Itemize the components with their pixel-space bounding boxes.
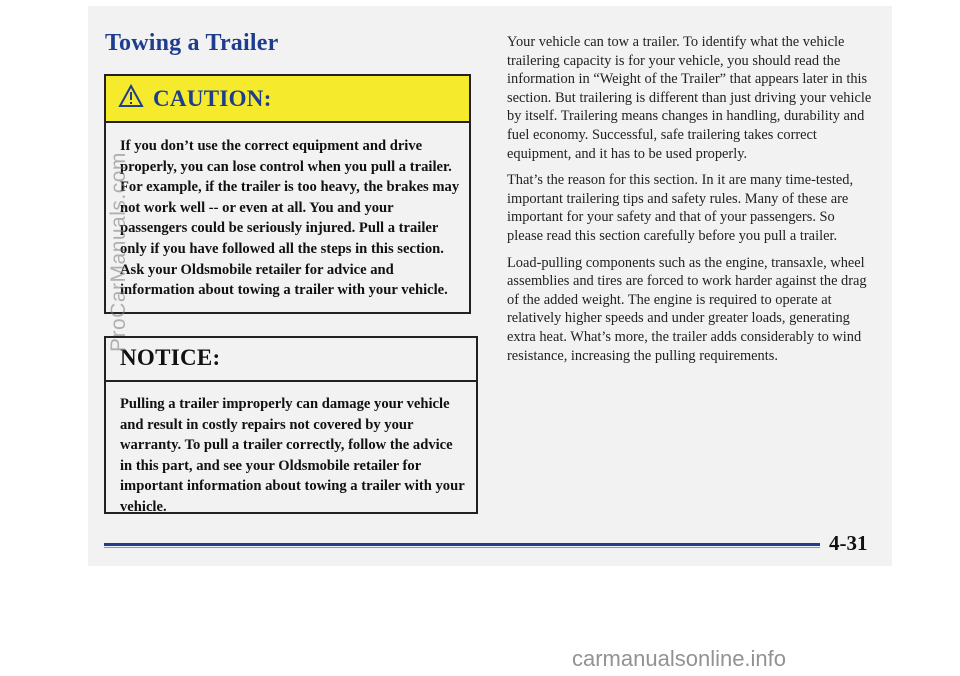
paragraph: Your vehicle can tow a trailer. To identify what the vehicle trailering capacity is for your vehicle, you should read the information in “Weight of the Trailer” that appears later in this section. But trailering is different than just driving your vehicle by itself. Trailering means changes in handling, durability and fuel economy. Successful, safe trailering takes correct equipment, and it has to be used properly. (507, 34, 872, 162)
paragraph: That’s the reason for this section. In it are many time-tested, important trailering tips and safety rules. Many of these are important for your safety and that of your passengers. So please read this section carefully before you pull a trailer. (507, 172, 854, 244)
page-number: 4-31 (829, 531, 868, 555)
caution-box (104, 74, 471, 314)
page-title: Towing a Trailer (105, 30, 279, 56)
footer-rule-thin (104, 547, 820, 548)
footer-rule (104, 543, 820, 546)
watermark-vertical: ProCarManuals.com (107, 152, 130, 352)
paragraph: Load-pulling components such as the engine, transaxle, wheel assemblies and tires are forced to work harder against the drag of the added weight. The engine is required to operate at relatively higher speeds and under greater loads, generating extra heat. What’s more, the trailer adds considerably to wind resistance, increasing the pulling requirements. (507, 254, 867, 364)
caution-header (106, 76, 469, 123)
caution-text: If you don’t use the correct equipment and drive properly, you can lose control when you pull a trailer. For example, if the trailer is too heavy, the brakes may not work well -- or even at all. You and your passengers could be seriously injured. Pull a trailer only if you have followed all the steps in this section. Ask your Oldsmobile retailer for advice and information about towing a trailer with your vehicle. (120, 138, 460, 299)
notice-title: NOTICE: (120, 345, 221, 370)
notice-text: Pulling a trailer improperly can damage your vehicle and result in costly repairs not covered by your warranty. To pull a trailer correctly, follow the advice in this part, and see your Oldsmobile retailer for important information about towing a trailer with your vehicle. (120, 396, 465, 515)
body-text-column (507, 33, 873, 373)
warning-triangle-icon (118, 84, 144, 108)
notice-box (104, 336, 478, 514)
caution-title: CAUTION: (153, 86, 272, 111)
notice-header (106, 338, 476, 382)
watermark-bottom: carmanualsonline.info (572, 646, 787, 671)
